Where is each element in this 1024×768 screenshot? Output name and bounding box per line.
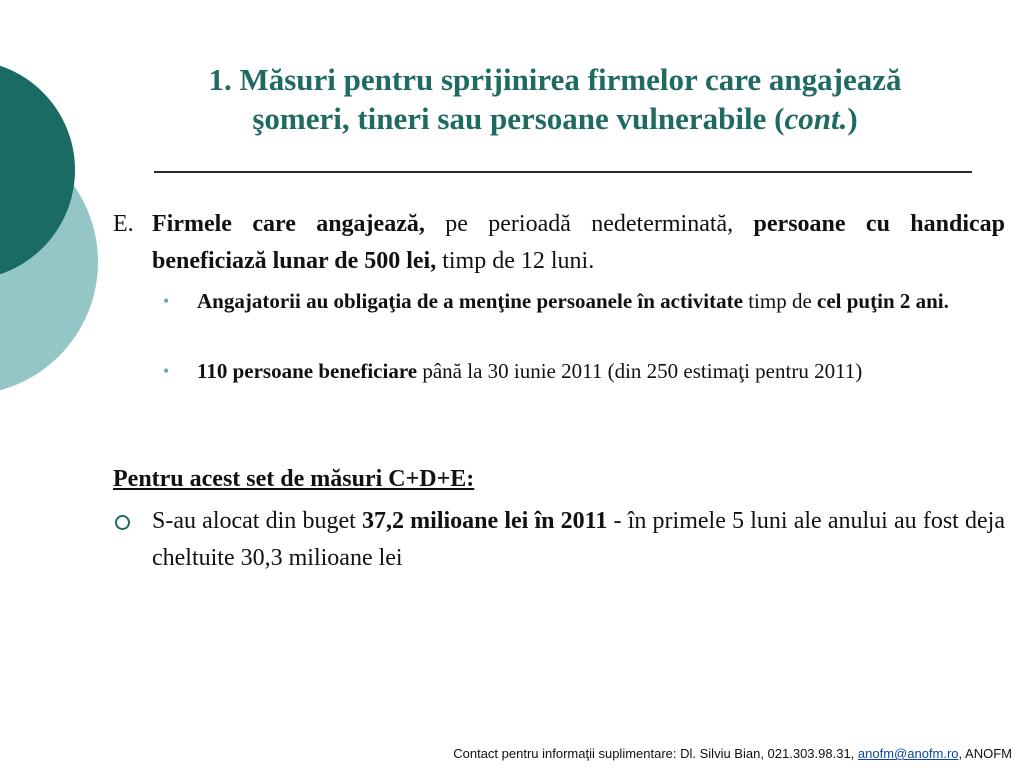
final-item-text: S-au alocat din buget 37,2 milioane lei în 2011 - în primele 5 luni ale anului au fost deja cheltuite 30,3 milioane lei	[152, 508, 1005, 571]
title-divider	[154, 171, 972, 173]
title-italic: cont.	[784, 101, 848, 136]
bullet-2-text: 110 persoane beneficiare până la 30 iunie 2011 (din 250 estimaţi pentru 2011)	[197, 359, 863, 383]
item-e-text: Firmele care angajează, pe perioadă nedeterminată, persoane cu handicap beneficiază lunar de 500 lei, timp de 12 luni.	[152, 211, 1005, 274]
title-line-1: 1. Măsuri pentru sprijinirea firmelor care angajează	[208, 62, 902, 97]
contact-footer: Contact pentru informaţii suplimentare: Dl. Silviu Bian, 021.303.98.31, anofm@anofm.ro, ANOFM	[453, 746, 1012, 761]
title-line-2: şomeri, tineri sau persoane vulnerabile (cont.)	[252, 101, 858, 136]
bullet-2-marker: •	[163, 361, 170, 381]
slide-title	[100, 60, 1010, 138]
section-subheading: Pentru acest set de măsuri C+D+E:	[113, 466, 475, 492]
bullet-1-marker: •	[163, 291, 170, 311]
decorative-circles	[0, 0, 110, 420]
item-e-marker: E.	[113, 211, 134, 237]
email-link[interactable]: anofm@anofm.ro	[857, 746, 959, 761]
ring-bullet-icon	[115, 515, 130, 530]
bullet-1-text: Angajatorii au obligaţia de a menţine persoanele în activitate timp de cel puţin 2 ani.	[197, 289, 949, 313]
